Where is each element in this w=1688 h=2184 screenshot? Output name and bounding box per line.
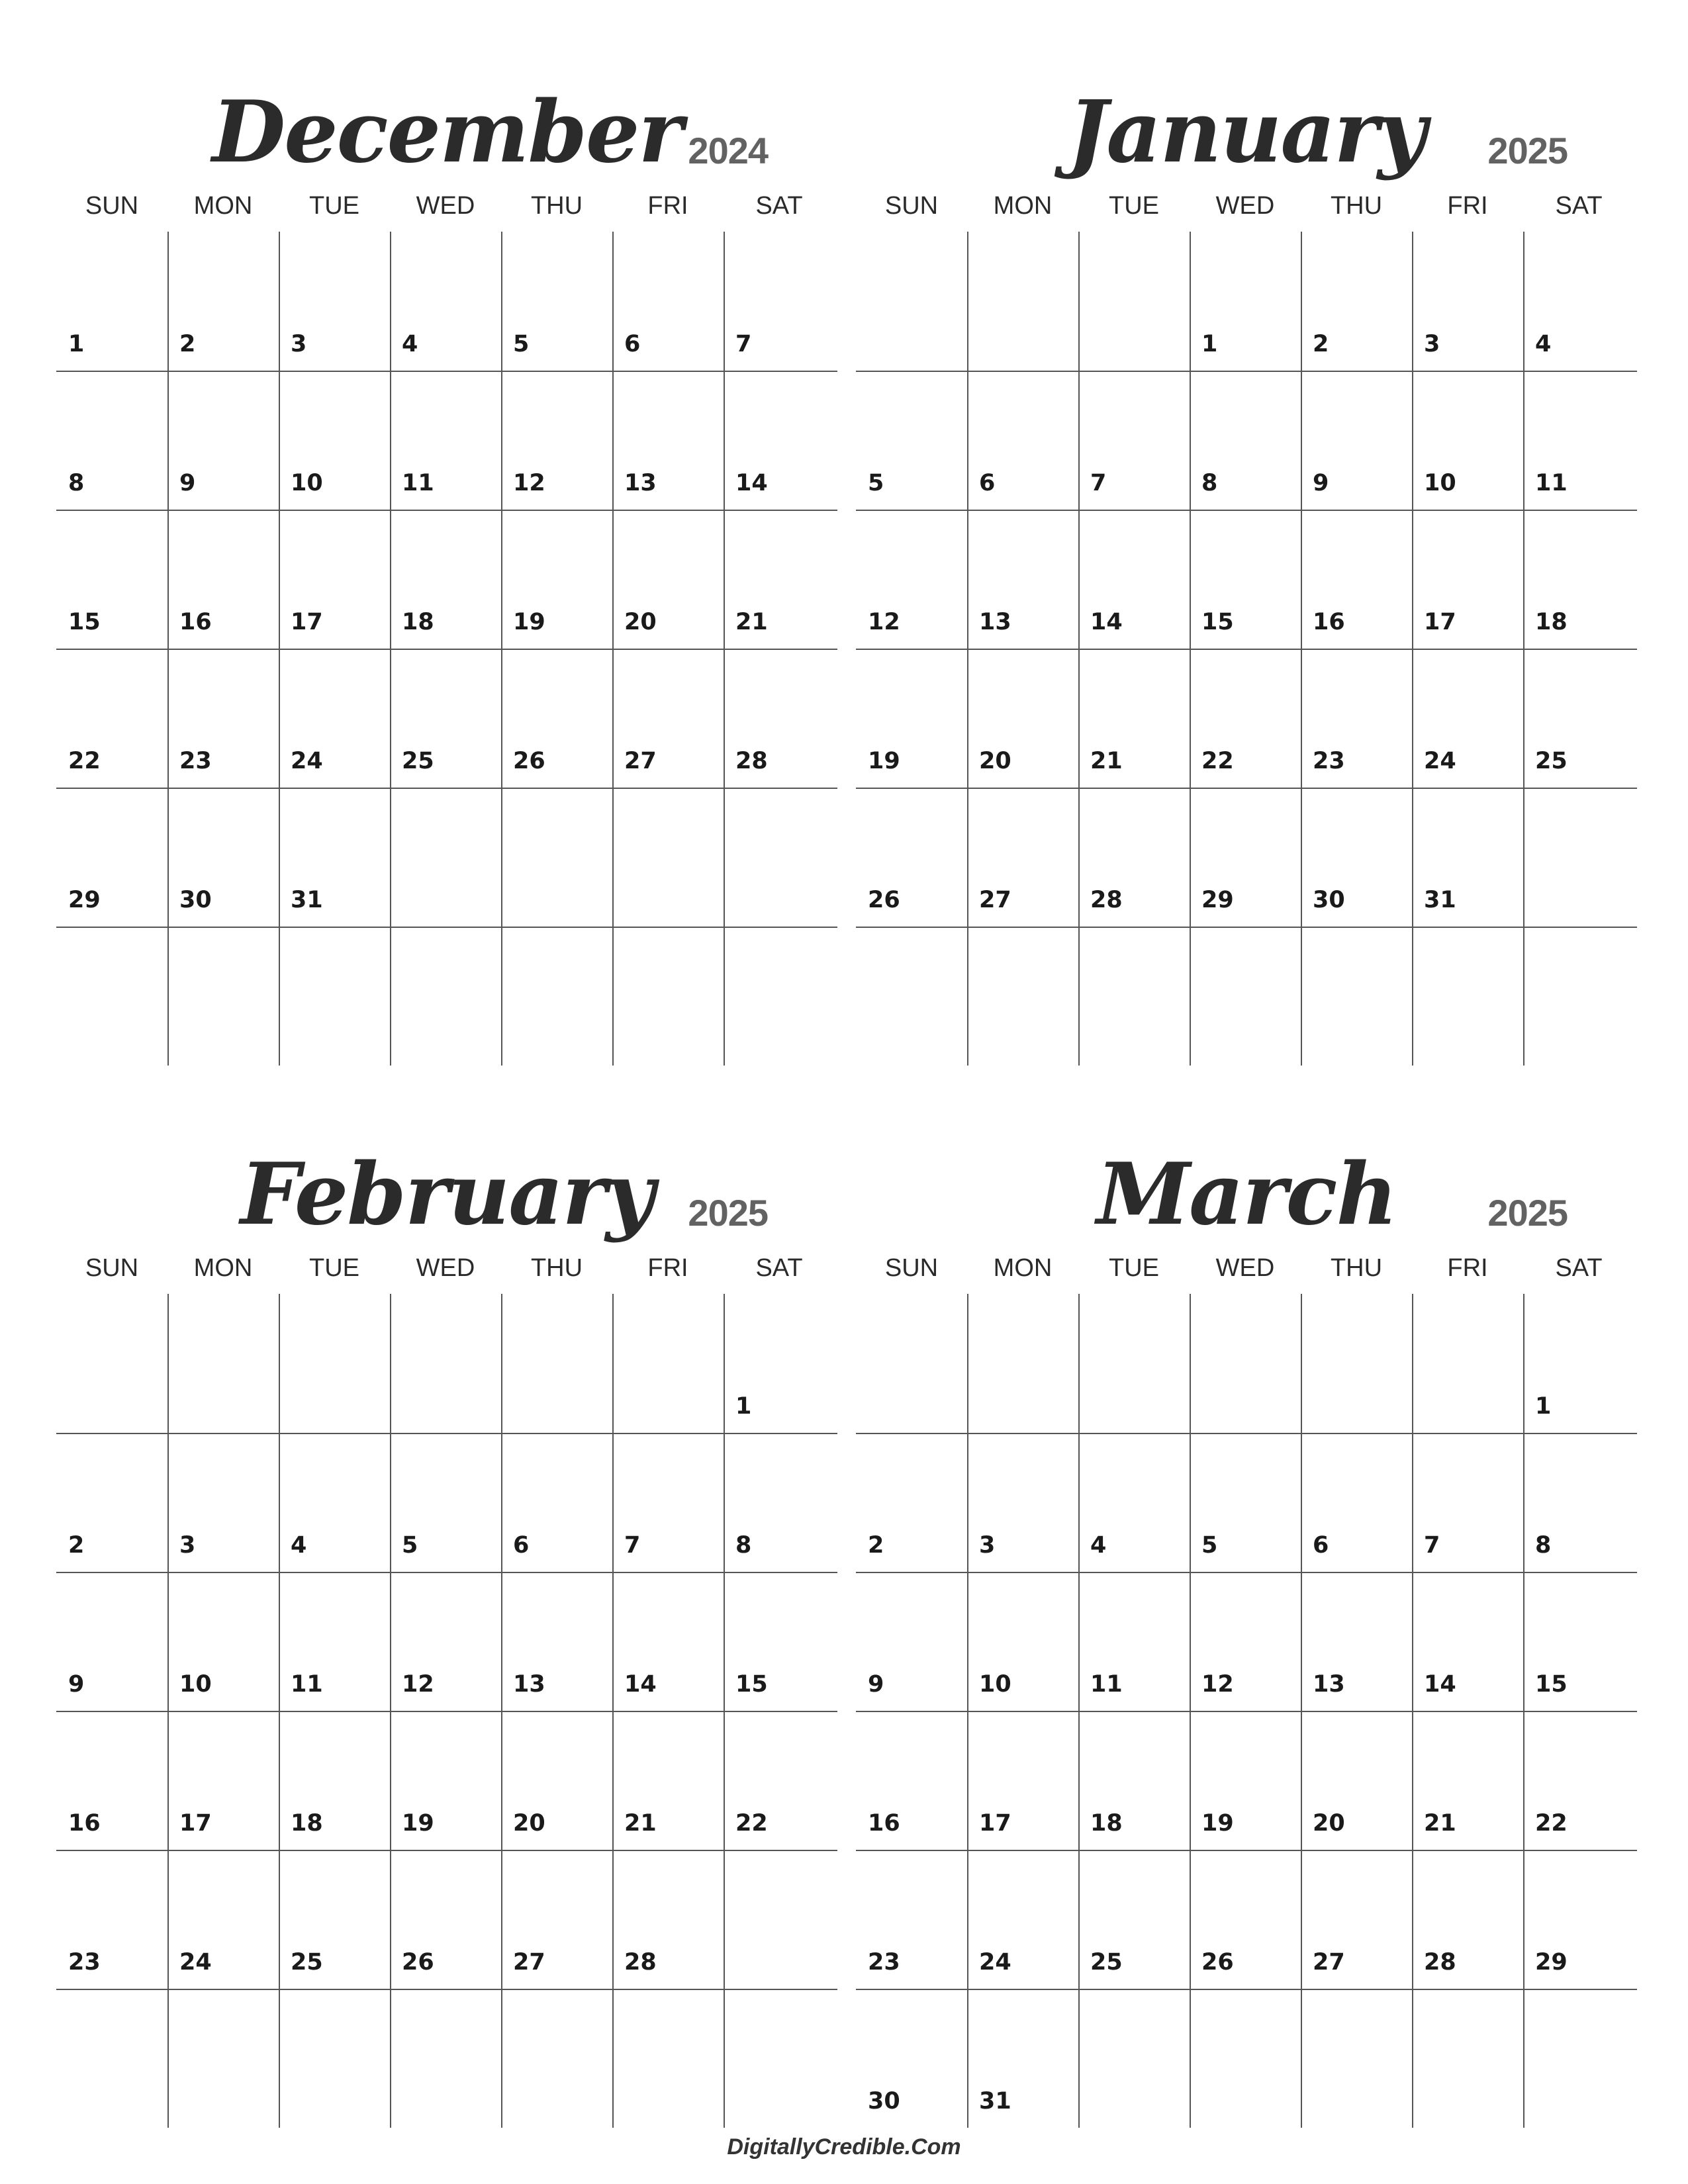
day-number: 11 xyxy=(1090,1671,1123,1698)
day-number: 20 xyxy=(979,748,1011,774)
day-number: 4 xyxy=(1535,331,1552,357)
weekday-label: FRI xyxy=(1447,192,1488,220)
day-number: 11 xyxy=(291,1671,323,1698)
weekday-label: FRI xyxy=(1447,1254,1488,1282)
day-number: 18 xyxy=(291,1810,323,1837)
day-number: 16 xyxy=(868,1810,900,1837)
grid-horizontal-line xyxy=(56,510,837,511)
day-number: 25 xyxy=(291,1949,323,1976)
day-number: 14 xyxy=(624,1671,657,1698)
day-number: 15 xyxy=(68,609,101,635)
day-number: 23 xyxy=(1313,748,1345,774)
day-number: 24 xyxy=(291,748,323,774)
day-number: 3 xyxy=(979,1532,996,1559)
day-number: 18 xyxy=(1090,1810,1123,1837)
grid-horizontal-line xyxy=(56,1572,837,1573)
day-number: 19 xyxy=(868,748,900,774)
day-number: 21 xyxy=(1090,748,1123,774)
day-number: 10 xyxy=(291,470,323,496)
grid-horizontal-line xyxy=(56,788,837,789)
grid-horizontal-line xyxy=(856,927,1637,928)
day-number: 27 xyxy=(1313,1949,1345,1976)
day-number: 18 xyxy=(402,609,434,635)
day-number: 19 xyxy=(513,609,545,635)
calendar-grid xyxy=(856,232,1637,1066)
day-number: 8 xyxy=(68,470,85,496)
weekday-label: TUE xyxy=(309,1254,359,1282)
weekday-label: SUN xyxy=(884,1254,939,1282)
day-number: 8 xyxy=(1535,1532,1552,1559)
day-number: 12 xyxy=(402,1671,434,1698)
month-calendar-december xyxy=(56,0,837,993)
day-number: 17 xyxy=(979,1810,1011,1837)
weekday-label: WED xyxy=(416,1254,475,1282)
day-number: 14 xyxy=(1424,1671,1456,1698)
day-number: 17 xyxy=(1424,609,1456,635)
grid-horizontal-line xyxy=(56,927,837,928)
day-number: 28 xyxy=(1424,1949,1456,1976)
day-number: 2 xyxy=(68,1532,85,1559)
day-number: 30 xyxy=(179,887,212,913)
calendar-grid xyxy=(56,232,837,1066)
day-number: 6 xyxy=(1313,1532,1329,1559)
month-title: December xyxy=(212,83,682,182)
weekday-label: TUE xyxy=(309,192,359,220)
weekday-label: SUN xyxy=(85,192,139,220)
weekday-label: MON xyxy=(993,192,1053,220)
day-number: 20 xyxy=(513,1810,545,1837)
day-number: 27 xyxy=(624,748,657,774)
day-number: 10 xyxy=(1424,470,1456,496)
day-number: 16 xyxy=(1313,609,1345,635)
day-number: 2 xyxy=(179,331,196,357)
day-number: 7 xyxy=(1424,1532,1440,1559)
day-number: 18 xyxy=(1535,609,1568,635)
day-number: 10 xyxy=(979,1671,1011,1698)
grid-horizontal-line xyxy=(856,649,1637,650)
day-number: 2 xyxy=(1313,331,1329,357)
day-number: 31 xyxy=(979,2088,1011,2115)
day-number: 29 xyxy=(1535,1949,1568,1976)
calendar-grid xyxy=(856,1294,1637,2128)
day-number: 13 xyxy=(1313,1671,1345,1698)
day-number: 5 xyxy=(1201,1532,1218,1559)
grid-horizontal-line xyxy=(56,1850,837,1851)
day-number: 13 xyxy=(979,609,1011,635)
day-number: 29 xyxy=(68,887,101,913)
day-number: 14 xyxy=(735,470,768,496)
grid-horizontal-line xyxy=(856,1989,1637,1990)
day-number: 21 xyxy=(1424,1810,1456,1837)
day-number: 9 xyxy=(1313,470,1329,496)
grid-horizontal-line xyxy=(56,649,837,650)
day-number: 2 xyxy=(868,1532,884,1559)
day-number: 15 xyxy=(735,1671,768,1698)
day-number: 23 xyxy=(179,748,212,774)
day-number: 22 xyxy=(735,1810,768,1837)
weekday-label: TUE xyxy=(1109,1254,1159,1282)
day-number: 17 xyxy=(291,609,323,635)
weekday-label: THU xyxy=(1330,192,1383,220)
day-number: 3 xyxy=(291,331,307,357)
weekday-label: SAT xyxy=(755,192,803,220)
weekday-label: FRI xyxy=(647,192,688,220)
day-number: 24 xyxy=(979,1949,1011,1976)
month-calendar-february xyxy=(56,1062,837,2055)
year-label: 2025 xyxy=(688,1192,768,1234)
weekday-label: MON xyxy=(993,1254,1053,1282)
day-number: 4 xyxy=(291,1532,307,1559)
day-number: 6 xyxy=(624,331,641,357)
weekday-label: FRI xyxy=(647,1254,688,1282)
day-number: 28 xyxy=(1090,887,1123,913)
day-number: 22 xyxy=(68,748,101,774)
day-number: 20 xyxy=(1313,1810,1345,1837)
grid-horizontal-line xyxy=(856,788,1637,789)
day-number: 16 xyxy=(179,609,212,635)
weekday-label: SAT xyxy=(755,1254,803,1282)
day-number: 12 xyxy=(513,470,545,496)
day-number: 17 xyxy=(179,1810,212,1837)
year-label: 2024 xyxy=(688,130,768,171)
day-number: 26 xyxy=(868,887,900,913)
calendar-grid xyxy=(56,1294,837,2128)
day-number: 25 xyxy=(402,748,434,774)
grid-horizontal-line xyxy=(856,1433,1637,1434)
day-number: 29 xyxy=(1201,887,1234,913)
day-number: 1 xyxy=(1535,1393,1552,1420)
day-number: 12 xyxy=(1201,1671,1234,1698)
day-number: 14 xyxy=(1090,609,1123,635)
day-number: 27 xyxy=(513,1949,545,1976)
month-calendar-january xyxy=(856,0,1637,993)
day-number: 24 xyxy=(179,1949,212,1976)
grid-horizontal-line xyxy=(856,1711,1637,1712)
month-title: March xyxy=(1096,1145,1397,1244)
day-number: 6 xyxy=(979,470,996,496)
day-number: 25 xyxy=(1535,748,1568,774)
day-number: 20 xyxy=(624,609,657,635)
day-number: 9 xyxy=(179,470,196,496)
day-number: 5 xyxy=(513,331,530,357)
day-number: 13 xyxy=(624,470,657,496)
weekday-label: TUE xyxy=(1109,192,1159,220)
day-number: 3 xyxy=(1424,331,1440,357)
day-number: 19 xyxy=(1201,1810,1234,1837)
day-number: 9 xyxy=(68,1671,85,1698)
day-number: 31 xyxy=(1424,887,1456,913)
weekday-label: THU xyxy=(530,1254,583,1282)
grid-horizontal-line xyxy=(56,1433,837,1434)
day-number: 25 xyxy=(1090,1949,1123,1976)
grid-horizontal-line xyxy=(856,1850,1637,1851)
weekday-label: WED xyxy=(416,192,475,220)
day-number: 19 xyxy=(402,1810,434,1837)
month-calendar-march xyxy=(856,1062,1637,2115)
grid-horizontal-line xyxy=(56,1989,837,1990)
grid-horizontal-line xyxy=(856,371,1637,372)
day-number: 21 xyxy=(624,1810,657,1837)
day-number: 26 xyxy=(1201,1949,1234,1976)
day-number: 4 xyxy=(402,331,418,357)
weekday-label: MON xyxy=(193,192,253,220)
day-number: 23 xyxy=(68,1949,101,1976)
weekday-label: WED xyxy=(1215,192,1275,220)
day-number: 30 xyxy=(1313,887,1345,913)
day-number: 15 xyxy=(1535,1671,1568,1698)
day-number: 12 xyxy=(868,609,900,635)
weekday-label: MON xyxy=(193,1254,253,1282)
year-label: 2025 xyxy=(1487,1192,1568,1234)
day-number: 3 xyxy=(179,1532,196,1559)
day-number: 11 xyxy=(1535,470,1568,496)
day-number: 16 xyxy=(68,1810,101,1837)
day-number: 8 xyxy=(735,1532,752,1559)
day-number: 7 xyxy=(1090,470,1107,496)
day-number: 22 xyxy=(1201,748,1234,774)
day-number: 13 xyxy=(513,1671,545,1698)
day-number: 28 xyxy=(735,748,768,774)
weekday-label: WED xyxy=(1215,1254,1275,1282)
weekday-label: SAT xyxy=(1555,192,1603,220)
day-number: 6 xyxy=(513,1532,530,1559)
day-number: 15 xyxy=(1201,609,1234,635)
day-number: 24 xyxy=(1424,748,1456,774)
day-number: 1 xyxy=(1201,331,1218,357)
month-title: January xyxy=(1067,83,1426,182)
day-number: 26 xyxy=(513,748,545,774)
day-number: 4 xyxy=(1090,1532,1107,1559)
day-number: 1 xyxy=(68,331,85,357)
day-number: 26 xyxy=(402,1949,434,1976)
year-label: 2025 xyxy=(1487,130,1568,171)
weekday-label: THU xyxy=(530,192,583,220)
day-number: 7 xyxy=(735,331,752,357)
day-number: 8 xyxy=(1201,470,1218,496)
day-number: 28 xyxy=(624,1949,657,1976)
day-number: 21 xyxy=(735,609,768,635)
day-number: 1 xyxy=(735,1393,752,1420)
grid-horizontal-line xyxy=(56,371,837,372)
weekday-label: THU xyxy=(1330,1254,1383,1282)
grid-horizontal-line xyxy=(856,1572,1637,1573)
day-number: 23 xyxy=(868,1949,900,1976)
day-number: 10 xyxy=(179,1671,212,1698)
month-title: February xyxy=(240,1145,654,1244)
weekday-label: SUN xyxy=(884,192,939,220)
day-number: 5 xyxy=(868,470,884,496)
day-number: 11 xyxy=(402,470,434,496)
day-number: 22 xyxy=(1535,1810,1568,1837)
footer-credit: DigitallyCredible.Com xyxy=(727,2134,961,2160)
grid-horizontal-line xyxy=(856,510,1637,511)
weekday-label: SAT xyxy=(1555,1254,1603,1282)
day-number: 31 xyxy=(291,887,323,913)
day-number: 9 xyxy=(868,1671,884,1698)
day-number: 27 xyxy=(979,887,1011,913)
day-number: 5 xyxy=(402,1532,418,1559)
grid-horizontal-line xyxy=(56,1711,837,1712)
weekday-label: SUN xyxy=(85,1254,139,1282)
day-number: 30 xyxy=(868,2088,900,2115)
day-number: 7 xyxy=(624,1532,641,1559)
